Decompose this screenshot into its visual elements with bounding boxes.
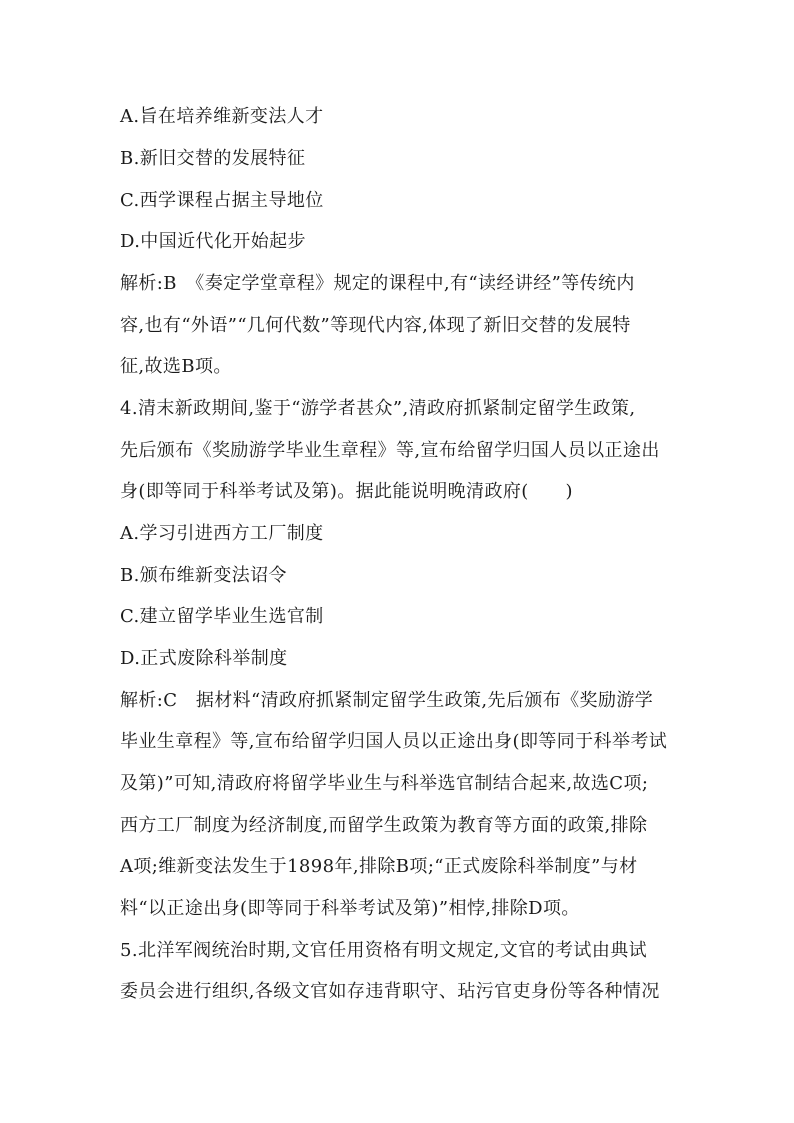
q4-analysis-line: 西方工厂制度为经济制度,而留学生政策为教育等方面的政策,排除 bbox=[120, 815, 648, 836]
q4-analysis-line: 及第)”可知,清政府将留学毕业生与科举选官制结合起来,故选C项; bbox=[120, 773, 649, 794]
q5-stem-line: 5.北洋军阀统治时期,文官任用资格有明文规定,文官的考试由典试 bbox=[120, 940, 648, 961]
q3-analysis-line: 解析:B 《奏定学堂章程》规定的课程中,有“读经讲经”等传统内 bbox=[120, 273, 635, 294]
q4-analysis-line: 解析:C 据材料“清政府抓紧制定留学生政策,先后颁布《奖励游学 bbox=[120, 690, 654, 711]
q4-analysis-line: A项;维新变法发生于1898年,排除B项;“正式废除科举制度”与材 bbox=[120, 856, 638, 877]
q4-stem-line: 身(即等同于科举考试及第)。据此能说明晚清政府( ) bbox=[120, 481, 573, 502]
q4-option-a: A.学习引进西方工厂制度 bbox=[120, 523, 324, 544]
q4-analysis-line: 毕业生章程》等,宣布给留学归国人员以正途出身(即等同于科举考试 bbox=[120, 731, 668, 752]
q3-analysis-line: 容,也有“外语”“几何代数”等现代内容,体现了新旧交替的发展特 bbox=[120, 315, 631, 336]
q3-option-b: B.新旧交替的发展特征 bbox=[120, 148, 306, 169]
q3-option-d: D.中国近代化开始起步 bbox=[120, 231, 306, 252]
q3-analysis-line: 征,故选B项。 bbox=[120, 356, 232, 377]
q3-option-a: A.旨在培养维新变法人才 bbox=[120, 106, 324, 127]
q4-option-d: D.正式废除科举制度 bbox=[120, 648, 288, 669]
q4-stem-line: 先后颁布《奖励游学毕业生章程》等,宣布给留学归国人员以正途出 bbox=[120, 440, 660, 461]
q4-analysis-line: 料“以正途出身(即等同于科举考试及第)”相悖,排除D项。 bbox=[120, 898, 580, 919]
q3-option-c: C.西学课程占据主导地位 bbox=[120, 190, 324, 211]
q4-option-b: B.颁布维新变法诏令 bbox=[120, 565, 287, 586]
q4-option-c: C.建立留学毕业生选官制 bbox=[120, 606, 324, 627]
q5-stem-line: 委员会进行组织,各级文官如存违背职守、玷污官吏身份等各种情况 bbox=[120, 981, 660, 1002]
q4-stem-line: 4.清末新政期间,鉴于“游学者甚众”,清政府抓紧制定留学生政策, bbox=[120, 398, 636, 419]
